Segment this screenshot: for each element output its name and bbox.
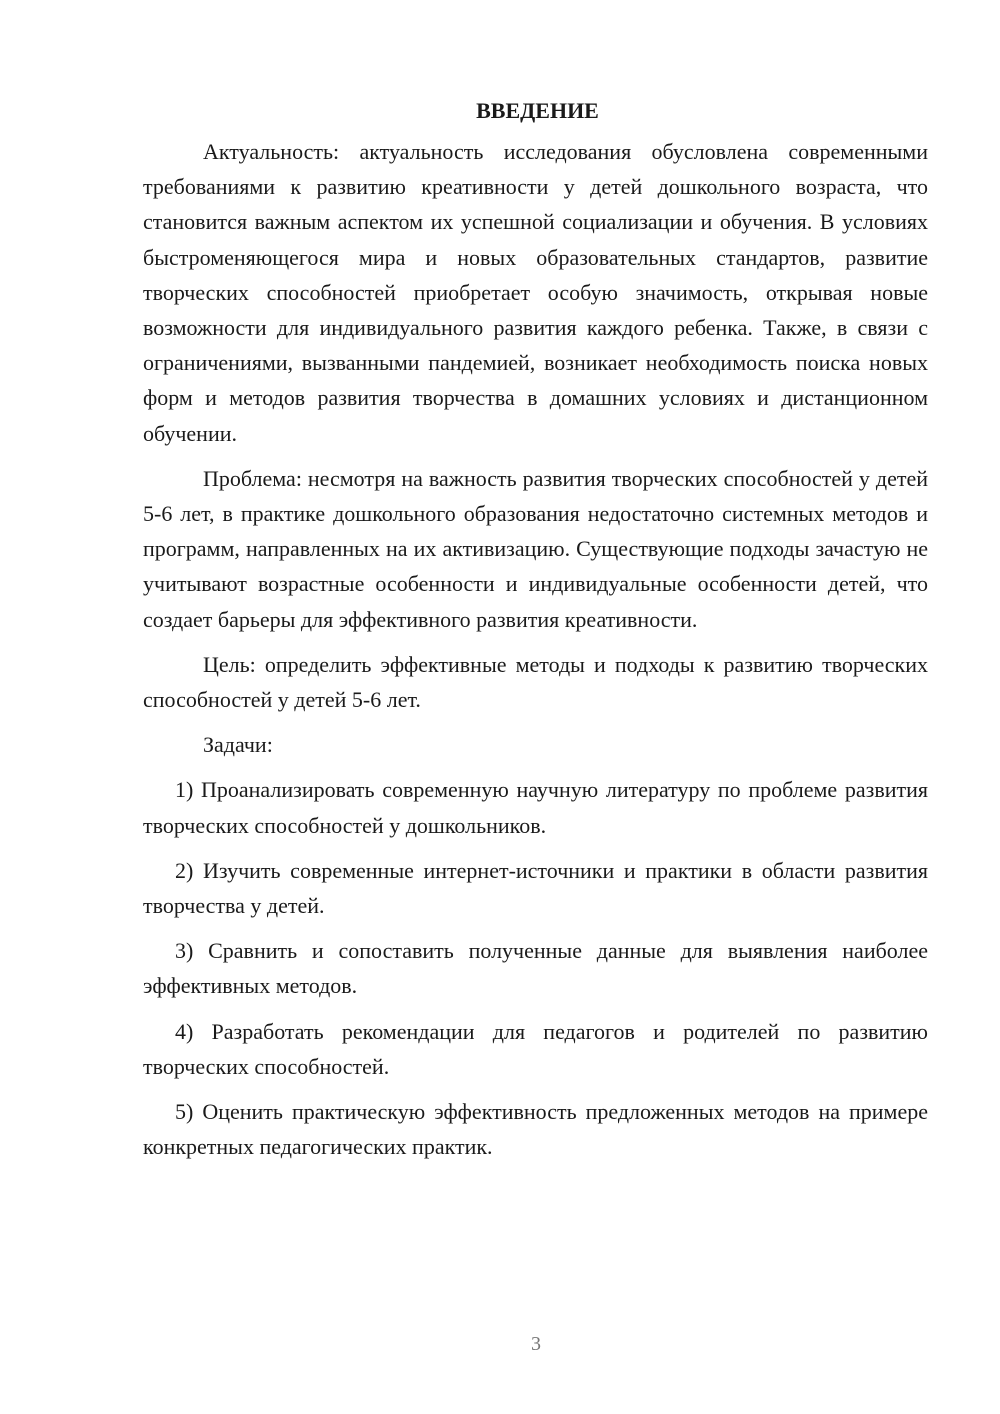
section-title: ВВЕДЕНИЕ (476, 98, 599, 123)
task-item: 2) Изучить современные интернет-источники и практики в области развития творчества у детей. (143, 857, 928, 919)
document-page (143, 96, 928, 1174)
tasks-label: Задачи: (203, 732, 273, 758)
task-item: 1) Проанализировать современную научную литературу по проблеме развития творческих способностей у дошкольников. (143, 777, 928, 838)
task-item: 3) Сравнить и сопоставить полученные данные для выявления наиболее эффективных методов. (143, 938, 928, 999)
page-number: 3 (531, 1333, 541, 1355)
task-item: 5) Оценить практическую эффективность предложенных методов на примере конкретных педагогических практик. (143, 1099, 928, 1160)
task-item: 4) Разработать рекомендации для педагогов и родителей по развитию творческих способностей. (143, 1018, 928, 1079)
paragraph-relevance: Актуальность: актуальность исследования обусловлена современными требованиями к развитию креативности у детей дошкольного возраста, что становится важным аспектом их успешной социализации и обучения. В условиях быстроменяющегося мира и новых образовательных стандартов, развитие творческих способностей приобретает особую значимость, открывая новые возможности для индивидуального развития каждого ребенка. Также, в связи с ограничениями, вызванными пандемией, возникает необходимость поиска новых форм и методов развития творчества в домашних условиях и дистанционном обучении. (143, 139, 928, 446)
paragraph-goal: Цель: определить эффективные методы и подходы к развитию творческих способностей у детей 5-6 лет. (143, 651, 928, 713)
paragraph-problem: Проблема: несмотря на важность развития творческих способностей у детей 5-6 лет, в практике дошкольного образования недостаточно системных методов и программ, направленных на их активизацию. Существующие подходы зачастую не учитывают возрастные особенности и индивидуальные особенности детей, что создает барьеры для эффективного развития креативности. (143, 465, 928, 632)
